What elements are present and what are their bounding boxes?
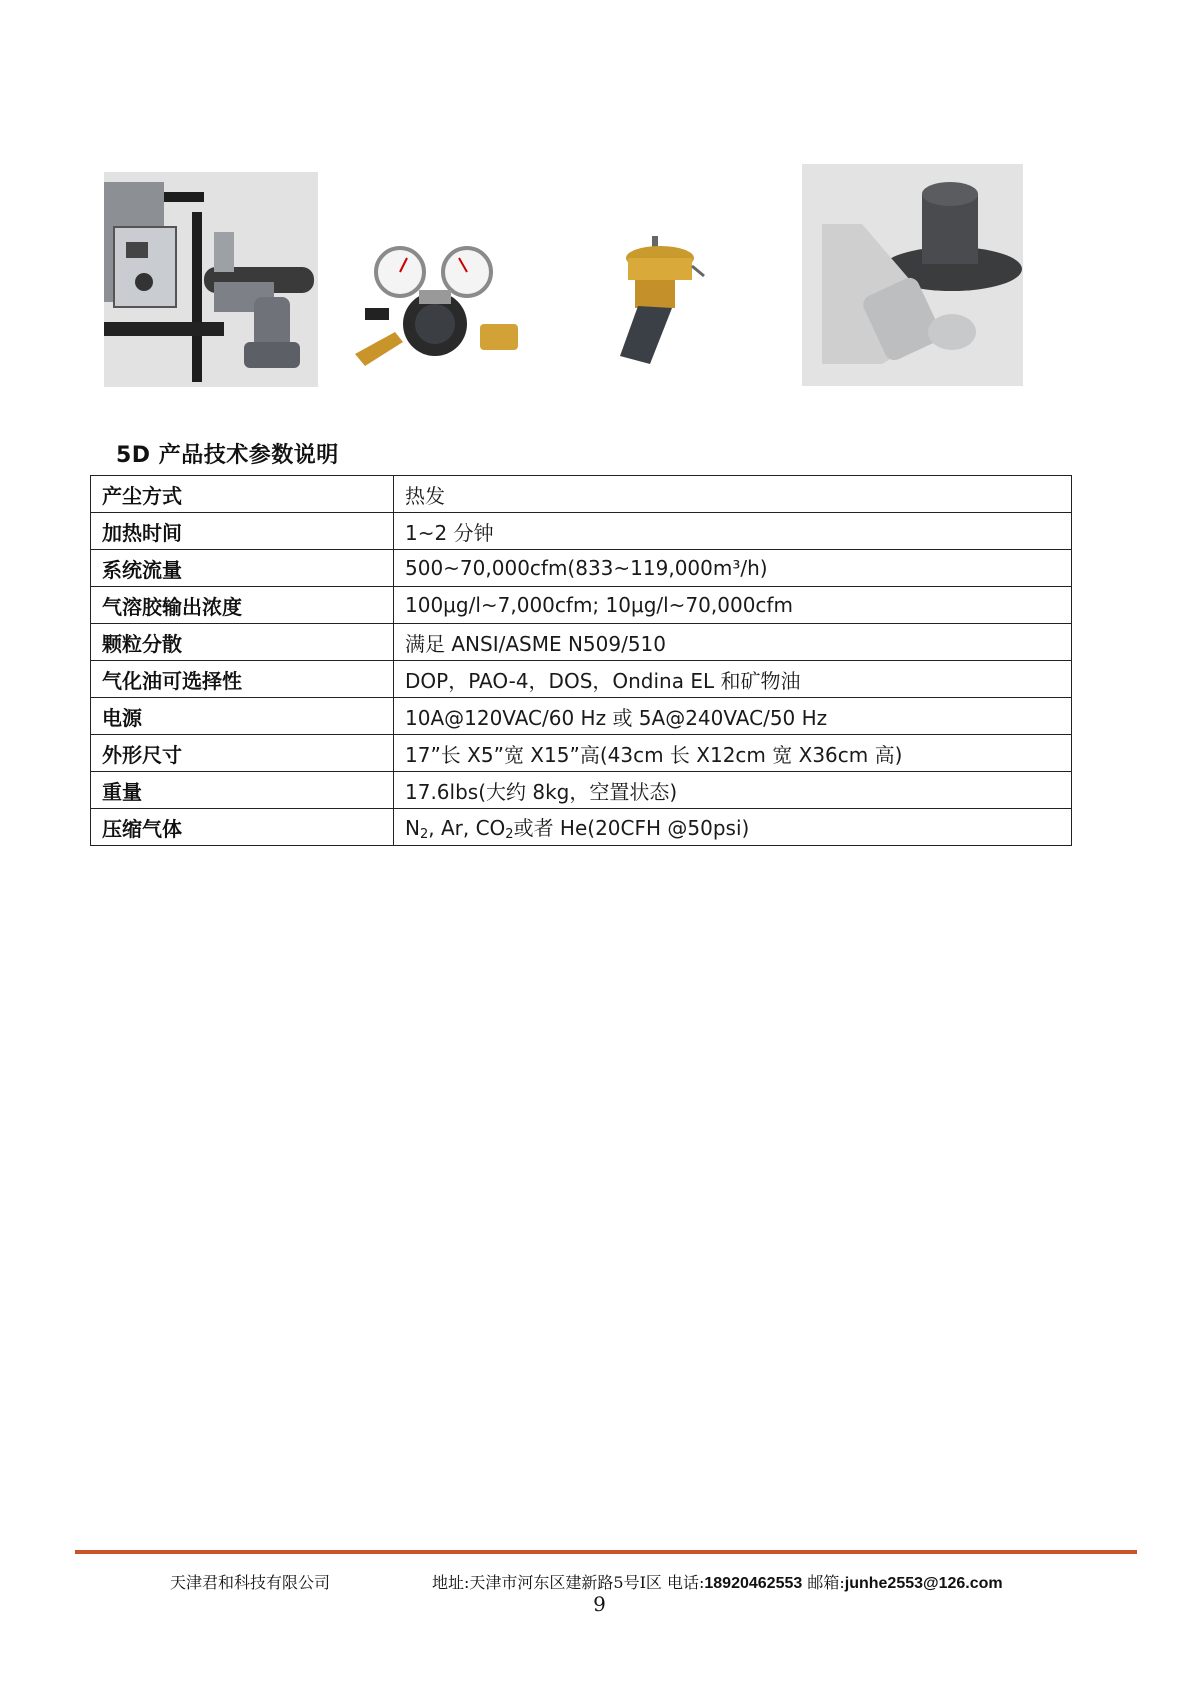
subscript: 2 xyxy=(505,827,514,842)
row-value: 100μg/l~7,000cfm; 10μg/l~70,000cfm xyxy=(394,587,1072,624)
row-key: 系统流量 xyxy=(91,550,394,587)
row-key: 加热时间 xyxy=(91,513,394,550)
row-key: 气化油可选择性 xyxy=(91,661,394,698)
section-title: 5D 产品技术参数说明 xyxy=(116,443,339,468)
phone-number: 18920462553 xyxy=(704,1575,803,1592)
address-label: 地址:天津市河东区建新路5号I区 电话: xyxy=(432,1573,705,1592)
aerosol-generator-photo xyxy=(104,172,318,387)
table-row xyxy=(91,809,1072,846)
row-key: 电源 xyxy=(91,698,394,735)
page-number: 9 xyxy=(593,1592,606,1616)
email-label: 邮箱: xyxy=(802,1573,845,1592)
gas-regulator-photo xyxy=(355,244,527,374)
row-value: 10A@120VAC/60 Hz 或 5A@240VAC/50 Hz xyxy=(394,698,1072,735)
table-row xyxy=(91,476,1072,513)
row-value: 1~2 分钟 xyxy=(394,513,1072,550)
row-key: 气溶胶输出浓度 xyxy=(91,587,394,624)
row-value: 500~70,000cfm(833~119,000m³/h) xyxy=(394,550,1072,587)
table-row xyxy=(91,587,1072,624)
footer-divider xyxy=(75,1550,1137,1554)
spec-table xyxy=(90,475,1072,846)
flange-adapter-photo xyxy=(802,164,1023,386)
subscript: 2 xyxy=(419,827,429,842)
footer-company: 天津君和科技有限公司 xyxy=(170,1573,331,1592)
table-row xyxy=(91,550,1072,587)
table-row xyxy=(91,513,1072,550)
row-key: 颗粒分散 xyxy=(91,624,394,661)
row-value: 满足 ANSI/ASME N509/510 xyxy=(394,624,1072,661)
table-row xyxy=(91,698,1072,735)
footer-address xyxy=(432,1570,1003,1593)
table-row xyxy=(91,661,1072,698)
row-key: 重量 xyxy=(91,772,394,809)
value-text: , Ar, CO xyxy=(428,816,506,840)
table-row xyxy=(91,624,1072,661)
table-row xyxy=(91,735,1072,772)
row-key: 外形尺寸 xyxy=(91,735,394,772)
row-key: 压缩气体 xyxy=(91,809,394,846)
nozzle-photo xyxy=(600,236,710,368)
row-value: 17.6lbs(大约 8kg，空置状态) xyxy=(394,772,1072,809)
value-text: 或者 He(20CFH @50psi) xyxy=(513,816,750,840)
email-address: junhe2553@126.com xyxy=(844,1575,1003,1592)
table-row xyxy=(91,772,1072,809)
row-value: DOP，PAO-4，DOS，Ondina EL 和矿物油 xyxy=(394,661,1072,698)
row-value: 17”长 X5”宽 X15”高(43cm 长 X12cm 宽 X36cm 高) xyxy=(394,735,1072,772)
row-value: 热发 xyxy=(394,476,1072,513)
value-text: N xyxy=(405,816,420,840)
row-key: 产尘方式 xyxy=(91,476,394,513)
row-value xyxy=(394,809,1072,846)
